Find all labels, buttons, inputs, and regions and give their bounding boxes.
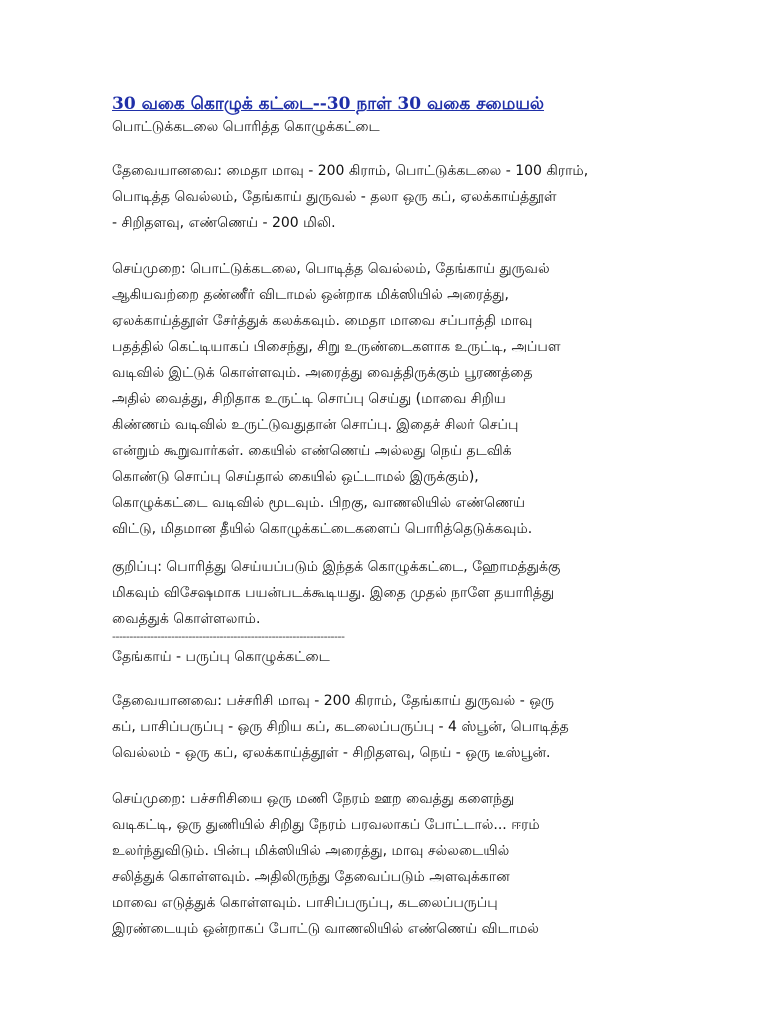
paragraph-line: செய்முறை: பொட்டுக்கடலை, பொடித்த வெல்லம், தேங்காய் துருவல் — [112, 261, 550, 277]
paragraph-line: விட்டு, மிதமான தீயில் கொழுக்கட்டைகளைப் பொரித்தெடுக்கவும். — [112, 521, 533, 537]
paragraph-line: வைத்துக் கொள்ளலாம். — [112, 611, 261, 627]
paragraph-line: செய்முறை: பச்சரிசியை ஒரு மணி நேரம் ஊற வைத்து களைந்து — [112, 791, 515, 807]
recipe2-name: தேங்காய் - பருப்பு கொழுக்கட்டை — [112, 649, 330, 665]
paragraph-line: பதத்தில் கெட்டியாகப் பிசைந்து, சிறு உருண்டைகளாக உருட்டி, அப்பள — [112, 339, 561, 355]
paragraph-line: சலித்துக் கொள்ளவும். அதிலிருந்து தேவைப்படும் அளவுக்கான — [112, 869, 510, 885]
paragraph-line: வடிவில் இட்டுக் கொள்ளவும். அரைத்து வைத்திருக்கும் பூரணத்தை — [112, 365, 533, 381]
spacer — [112, 236, 732, 256]
section-divider: ------------------------------------------------------------------- — [112, 630, 345, 643]
paragraph-line: வடிகட்டி, ஒரு துணியில் சிறிது நேரம் பரவலாகப் போட்டால்... ஈரம் — [112, 817, 540, 833]
paragraph-line: மாவை எடுத்துக் கொள்ளவும். பாசிப்பருப்பு, கடலைப்பருப்பு — [112, 895, 498, 911]
document-title[interactable]: 30 வகை கொழுக் கட்டை--30 நாள் 30 வகை சமையல் — [112, 94, 545, 114]
paragraph-line: தேவையானவை: பச்சரிசி மாவு - 200 கிராம், தேங்காய் துருவல் - ஒரு — [112, 693, 554, 709]
spacer — [112, 668, 732, 688]
recipe1-method — [112, 256, 732, 542]
recipe1-name: பொட்டுக்கடலை பொரித்த கொழுக்கட்டை — [112, 119, 380, 135]
spacer — [112, 138, 732, 158]
paragraph-line: பொடித்த வெல்லம், தேங்காய் துருவல் - தலா ஒரு கப், ஏலக்காய்த்தூள் — [112, 189, 557, 205]
paragraph-line: கொழுக்கட்டை வடிவில் மூடவும். பிறகு, வாணலியில் எண்ணெய் — [112, 495, 526, 511]
paragraph-line: குறிப்பு: பொரித்து செய்யப்படும் இந்தக் கொழுக்கட்டை, ஹோமத்துக்கு — [112, 559, 561, 575]
paragraph-line: கொண்டு சொப்பு செய்தால் கையில் ஒட்டாமல் இருக்கும்), — [112, 469, 479, 485]
recipe2-method — [112, 786, 732, 942]
paragraph-line: வெல்லம் - ஒரு கப், ஏலக்காய்த்தூள் - சிறிதளவு, நெய் - ஒரு டீஸ்பூன். — [112, 745, 551, 761]
paragraph-line: ஏலக்காய்த்தூள் சேர்த்துக் கலக்கவும். மைதா மாவை சப்பாத்தி மாவு — [112, 313, 533, 329]
recipe2-ingredients — [112, 688, 732, 766]
paragraph-line: அதில் வைத்து, சிறிதாக உருட்டி சொப்பு செய்து (மாவை சிறிய — [112, 391, 506, 407]
recipe1-ingredients — [112, 158, 732, 236]
spacer — [112, 542, 732, 554]
paragraph-line: மிகவும் விசேஷமாக பயன்படக்கூடியது. இதை முதல் நாளே தயாரித்து — [112, 585, 555, 601]
paragraph-line: ஆகியவற்றை தண்ணீர் விடாமல் ஒன்றாக மிக்ஸியில் அரைத்து, — [112, 287, 509, 303]
paragraph-line: கிண்ணம் வடிவில் உருட்டுவதுதான் சொப்பு. இதைச் சிலர் செப்பு — [112, 417, 519, 433]
paragraph-line: இரண்டையும் ஒன்றாகப் போட்டு வாணலியில் எண்ணெய் விடாமல் — [112, 921, 539, 937]
paragraph-line: கப், பாசிப்பருப்பு - ஒரு சிறிய கப், கடலைப்பருப்பு - 4 ஸ்பூன், பொடித்த — [112, 719, 569, 735]
paragraph-line: - சிறிதளவு, எண்ணெய் - 200 மிலி. — [112, 215, 336, 231]
paragraph-line: உலர்ந்துவிடும். பின்பு மிக்ஸியில் அரைத்து, மாவு சல்லடையில் — [112, 843, 510, 859]
paragraph-line: என்றும் கூறுவார்கள். கையில் எண்ணெய் அல்லது நெய் தடவிக் — [112, 443, 512, 459]
paragraph-line: தேவையானவை: மைதா மாவு - 200 கிராம், பொட்டுக்கடலை - 100 கிராம், — [112, 163, 589, 179]
document-page — [112, 92, 732, 942]
spacer — [112, 766, 732, 786]
recipe1-note — [112, 554, 732, 632]
